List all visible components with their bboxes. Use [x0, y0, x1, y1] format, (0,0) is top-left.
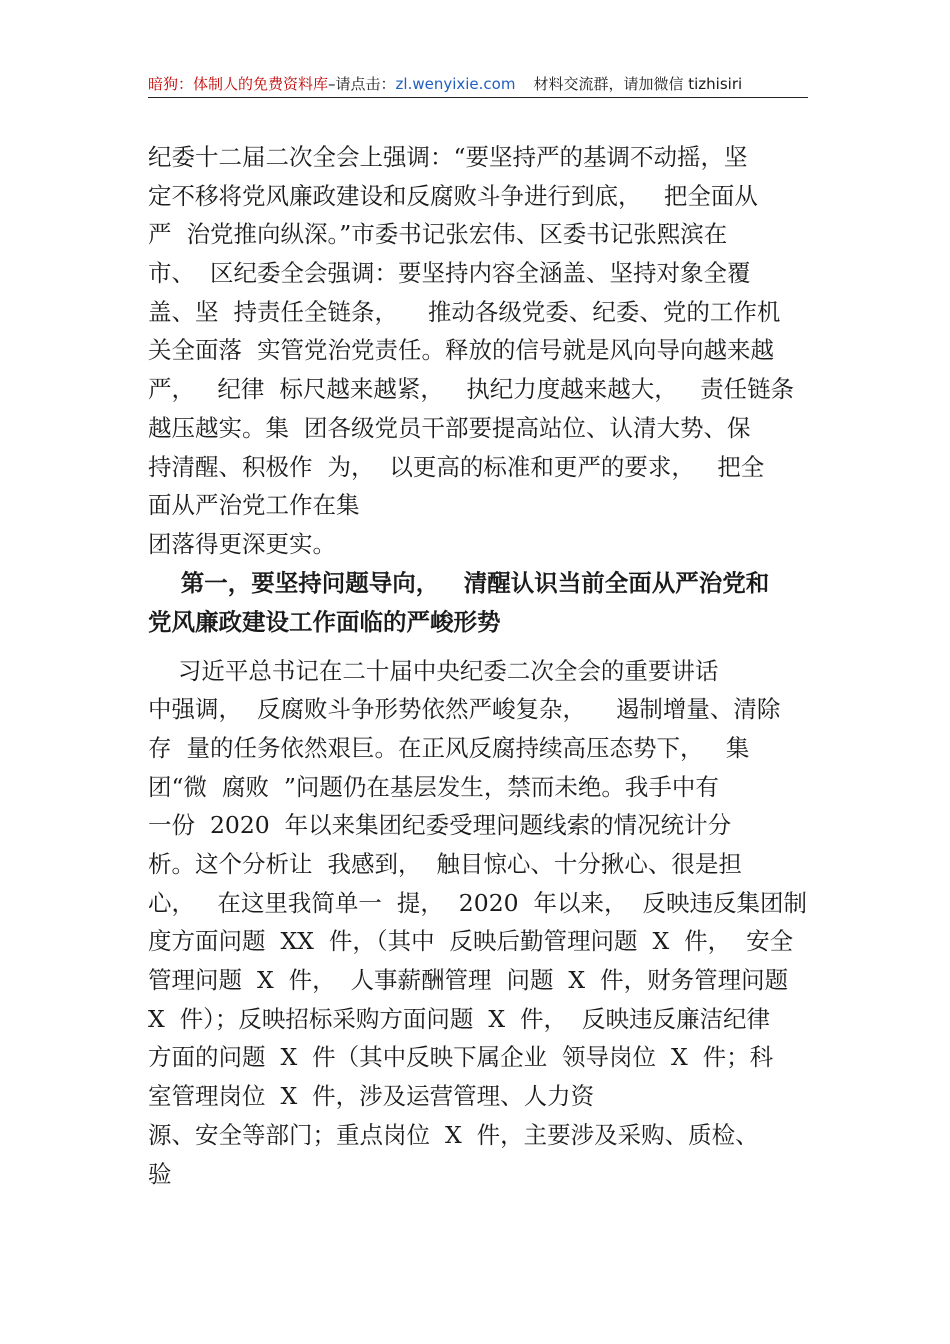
text-line: 定不移将党风廉政建设和反腐败斗争进行到底， 把全面从	[148, 181, 758, 210]
text-line: 存 量的任务依然艰巨。在正风反腐持续高压态势下， 集	[148, 733, 750, 762]
text-line: 析。这个分析让 我感到， 触目惊心、十分揪心、很是担	[148, 850, 742, 878]
text-line: 团“微 腐败 ”问题仍在基层发生，禁而未绝。我手中有	[148, 772, 719, 801]
text-line: 面从严治党工作在集	[148, 491, 360, 520]
heading-line: 党风廉政建设工作面临的严峻形势	[148, 607, 501, 636]
text-line: 度方面问题 XX 件，（其中 反映后勤管理问题 X 件， 安全	[148, 927, 794, 956]
page-header	[148, 72, 808, 96]
paragraph-analysis	[148, 652, 813, 1194]
text-line: 持清醒、积极作 为， 以更高的标准和更严的要求， 把全	[148, 452, 765, 481]
text-line: 越压越实。集 团各级党员干部要提高站位、认清大势、保	[148, 413, 751, 442]
header-url-link[interactable]: zl.wenyixie.com	[395, 75, 516, 93]
text-line: 方面的问题 X 件（其中反映下属企业 领导岗位 X 件；科	[148, 1043, 774, 1072]
spacer	[148, 642, 813, 652]
text-line: 纪委十二届二次全会上强调：“要坚持严的基调不动摇，坚	[148, 143, 748, 171]
header-group-text: 材料交流群，请加微信 tizhisiri	[533, 75, 743, 93]
text-line: X 件）；反映招标采购方面问题 X 件， 反映违反廉洁纪律	[148, 1004, 770, 1033]
text-line: 验	[148, 1159, 172, 1188]
text-line: 心， 在这里我简单一 提， 2020 年以来， 反映违反集团制	[148, 888, 807, 917]
text-line: 团落得更深更实。	[148, 529, 336, 558]
header-divider	[148, 97, 808, 98]
heading-line: 第一，要坚持问题导向， 清醒认识当前全面从严治党和	[148, 568, 770, 597]
text-line: 习近平总书记在二十届中央纪委二次全会的重要讲话	[148, 656, 719, 685]
text-line: 中强调， 反腐败斗争形势依然严峻复杂， 遏制增量、清除	[148, 695, 781, 724]
text-line: 源、安全等部门；重点岗位 X 件，主要涉及采购、质检、	[148, 1120, 759, 1149]
text-line: 严 治党推向纵深。”市委书记张宏伟、区委书记张熙滨在	[148, 220, 728, 249]
text-line: 市、 区纪委全会强调：要坚持内容全涵盖、坚持对象全覆	[148, 259, 751, 288]
header-click-text: –请点击：	[328, 75, 396, 93]
text-line: 室管理岗位 X 件，涉及运营管理、人力资	[148, 1082, 595, 1111]
document-body	[148, 138, 813, 1193]
text-line: 盖、坚 持责任全链条， 推动各级党委、纪委、党的工作机	[148, 297, 781, 326]
section-heading	[148, 564, 813, 642]
text-line: 一份 2020 年以来集团纪委受理问题线索的情况统计分	[148, 811, 732, 840]
text-line: 管理问题 X 件， 人事薪酬管理 问题 X 件，财务管理问题	[148, 966, 789, 995]
header-brand: 暗狗：体制人的免费资料库	[148, 75, 329, 93]
text-line: 关全面落 实管党治党责任。释放的信号就是风向导向越来越	[148, 336, 774, 365]
paragraph-intro	[148, 138, 813, 564]
text-line: 严， 纪律 标尺越来越紧， 执纪力度越来越大， 责任链条	[148, 375, 795, 404]
